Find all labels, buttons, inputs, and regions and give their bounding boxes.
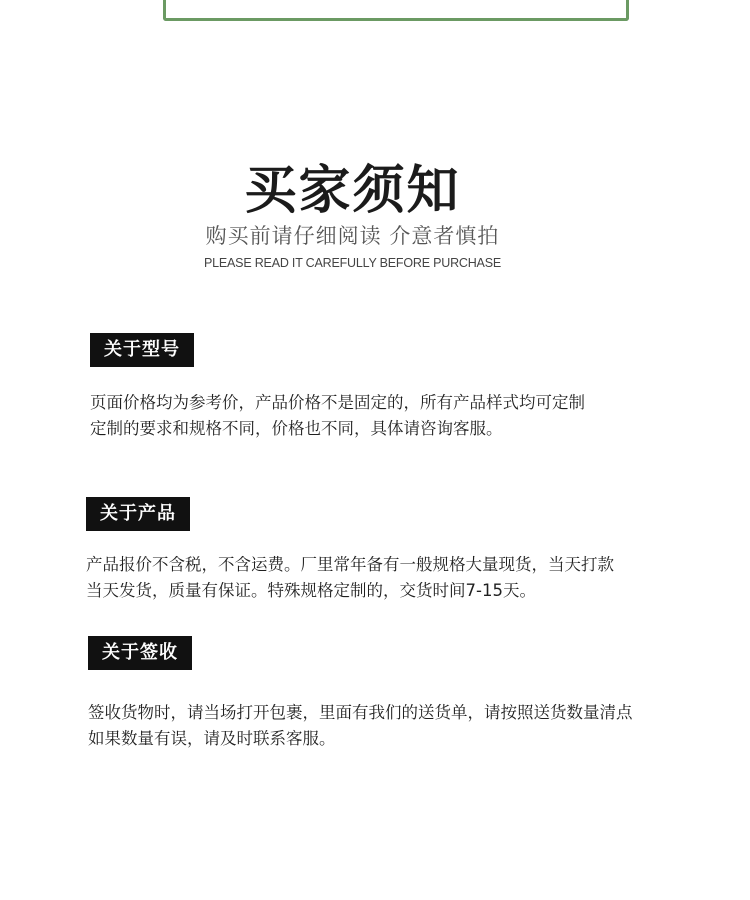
section-line: 定制的要求和规格不同，价格也不同，具体请咨询客服。 [90, 419, 503, 438]
section-tag-model: 关于型号 [90, 333, 194, 367]
section-line: 页面价格均为参考价，产品价格不是固定的，所有产品样式均可定制 [90, 393, 585, 412]
section-text-product [86, 552, 614, 604]
section-line: 产品报价不含税，不含运费。厂里常年备有一般规格大量现货，当天打款 [86, 555, 614, 574]
page-subtitle-english: PLEASE READ IT CAREFULLY BEFORE PURCHASE [204, 256, 501, 270]
section-tag-receipt: 关于签收 [88, 636, 192, 670]
section-line: 如果数量有误，请及时联系客服。 [88, 729, 336, 748]
page-subtitle: 购买前请仔细阅读 介意者慎拍 [205, 224, 500, 248]
top-decorative-frame [163, 0, 629, 21]
section-text-receipt [88, 700, 633, 752]
page-title: 买家须知 [244, 161, 461, 221]
section-text-model [90, 390, 585, 442]
section-tag-product: 关于产品 [86, 497, 190, 531]
section-line: 签收货物时，请当场打开包裹，里面有我们的送货单，请按照送货数量清点 [88, 703, 633, 722]
section-line: 当天发货，质量有保证。特殊规格定制的，交货时间7-15天。 [86, 581, 536, 600]
